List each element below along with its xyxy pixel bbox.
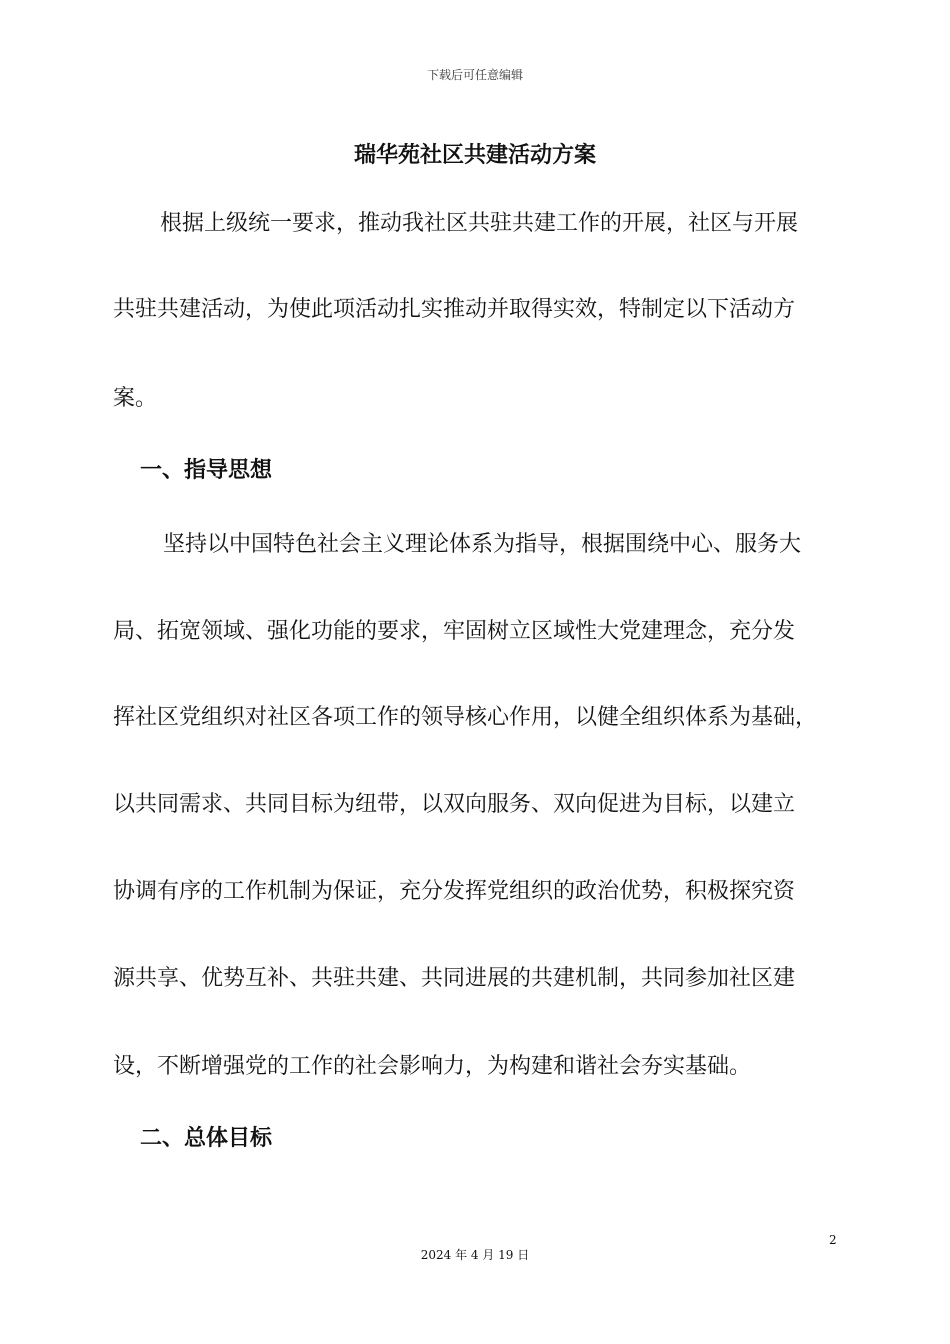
intro-line: 案。	[113, 386, 158, 411]
section1-line: 设，不断增强党的工作的社会影响力，为构建和谐社会夯实基础。	[113, 1054, 752, 1079]
document-title: 瑞华苑社区共建活动方案	[353, 143, 596, 168]
section1-line: 以共同需求、共同目标为纽带，以双向服务、双向促进为目标，以建立	[113, 792, 796, 817]
section1-line: 协调有序的工作机制为保证，充分发挥党组织的政治优势，积极探究资	[113, 879, 796, 904]
footer-date: 2024 年 4 月 19 日	[420, 1248, 530, 1262]
intro-line: 根据上级统一要求，推动我社区共驻共建工作的开展，社区与开展	[160, 211, 799, 236]
section1-line: 局、拓宽领域、强化功能的要求，牢固树立区域性大党建理念，充分发	[113, 619, 796, 644]
section-heading-overall-goal: 二、总体目标	[140, 1126, 273, 1151]
section-heading-guiding-ideology: 一、指导思想	[140, 458, 273, 483]
section1-line: 坚持以中国特色社会主义理论体系为指导，根据围绕中心、服务大	[163, 532, 802, 557]
section1-line: 源共享、优势互补、共驻共建、共同进展的共建机制，共同参加社区建	[113, 966, 796, 991]
header-note: 下载后可任意编辑	[426, 68, 523, 82]
intro-line: 共驻共建活动，为使此项活动扎实推动并取得实效，特制定以下活动方	[113, 297, 796, 322]
section1-line: 挥社区党组织对社区各项工作的领导核心作用，以健全组织体系为基础，	[113, 705, 818, 730]
page-number: 2	[829, 1233, 837, 1247]
